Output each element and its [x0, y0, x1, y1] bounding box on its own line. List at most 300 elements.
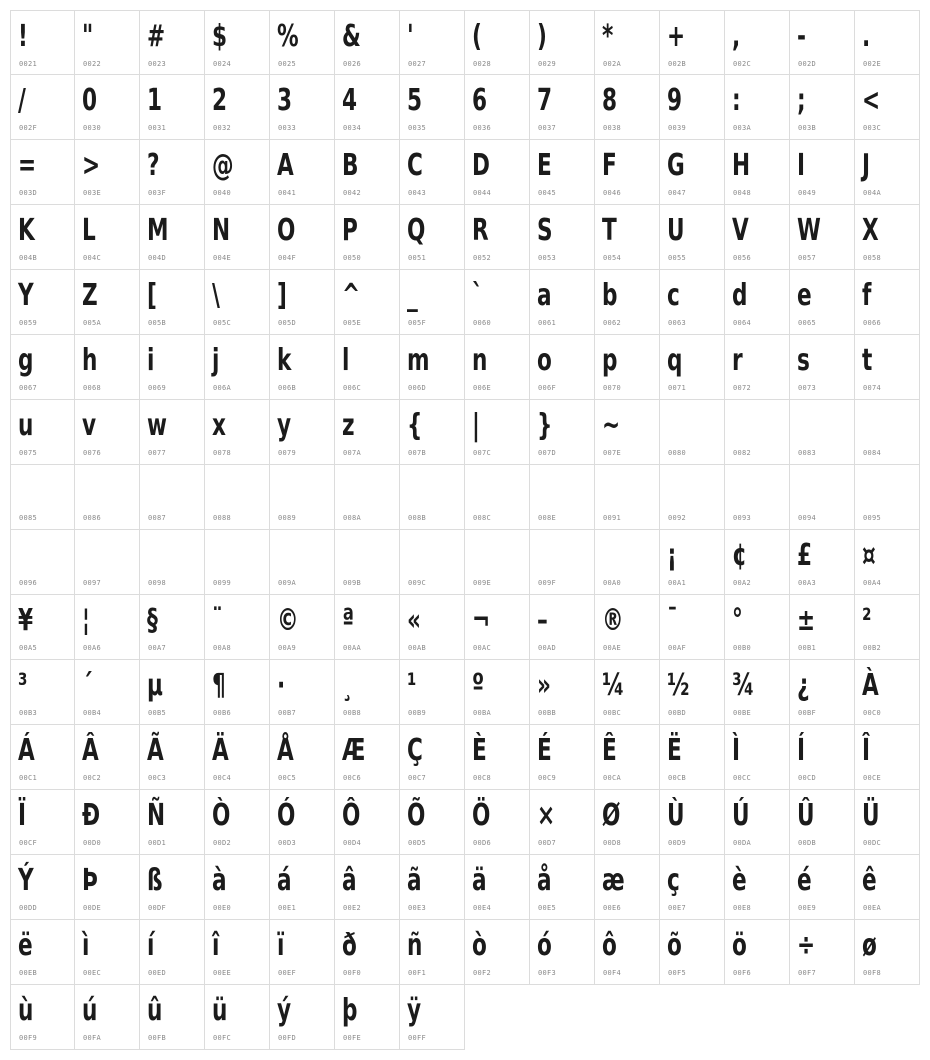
glyph-code: 00DD: [19, 904, 38, 912]
glyph-char: ì: [82, 928, 90, 963]
glyph-char: Õ: [407, 798, 426, 833]
glyph-cell: [595, 530, 660, 595]
glyph-code: 00CD: [798, 774, 817, 782]
glyph-code: 009C: [408, 579, 427, 587]
glyph-code: 0058: [863, 254, 882, 262]
glyph-char: à: [212, 863, 227, 898]
glyph-cell: [790, 400, 855, 465]
glyph-cell: [855, 855, 920, 920]
glyph-char: Æ: [342, 733, 366, 768]
glyph-cell: [140, 140, 205, 205]
glyph-char: .: [862, 19, 871, 54]
glyph-code: 0079: [278, 449, 297, 457]
glyph-char: 9: [667, 83, 683, 118]
glyph-cell: [530, 270, 595, 335]
glyph-code: 0027: [408, 60, 427, 68]
glyph-cell: [530, 790, 595, 855]
glyph-cell: [270, 920, 335, 985]
glyph-char: ã: [407, 863, 422, 898]
glyph-code: 00FC: [213, 1034, 232, 1042]
glyph-code: 00EE: [213, 969, 232, 977]
glyph-code: 00C0: [863, 709, 882, 717]
glyph-cell: [205, 465, 270, 530]
glyph-char: Ë: [667, 733, 682, 768]
glyph-cell: [10, 270, 75, 335]
glyph-char: _: [407, 278, 418, 313]
glyph-cell: [205, 855, 270, 920]
glyph-code: 00E7: [668, 904, 687, 912]
glyph-code: 0086: [83, 514, 102, 522]
glyph-char: ¼: [602, 668, 625, 703]
glyph-code: 0098: [148, 579, 167, 587]
glyph-char: Û: [797, 798, 815, 833]
glyph-char: 6: [472, 83, 488, 118]
glyph-char: +: [667, 19, 686, 54]
glyph-cell: [660, 140, 725, 205]
glyph-code: 0035: [408, 124, 427, 132]
glyph-code: 009F: [538, 579, 557, 587]
glyph-cell: [205, 725, 270, 790]
glyph-cell: [10, 790, 75, 855]
glyph-code: 003F: [148, 189, 167, 197]
glyph-char: <: [862, 83, 881, 118]
glyph-char: ¸: [342, 668, 353, 703]
glyph-cell: [270, 595, 335, 660]
glyph-cell: [790, 335, 855, 400]
glyph-cell: [335, 920, 400, 985]
glyph-code: 0073: [798, 384, 817, 392]
glyph-code: 00DB: [798, 839, 817, 847]
glyph-char: U: [667, 213, 685, 248]
glyph-cell: [140, 205, 205, 270]
glyph-code: 00CB: [668, 774, 687, 782]
glyph-code: 004A: [863, 189, 882, 197]
glyph-code: 007E: [603, 449, 622, 457]
glyph-cell: [790, 920, 855, 985]
glyph-cell: [270, 140, 335, 205]
glyph-char: $: [212, 19, 228, 54]
glyph-cell: [140, 335, 205, 400]
glyph-code: 0029: [538, 60, 557, 68]
glyph-code: 00CF: [19, 839, 38, 847]
glyph-cell: [75, 140, 140, 205]
glyph-char: X: [862, 213, 879, 248]
glyph-char: Ñ: [147, 798, 166, 833]
glyph-char: o: [537, 343, 552, 378]
glyph-code: 00FB: [148, 1034, 167, 1042]
glyph-cell: [10, 400, 75, 465]
glyph-char: H: [732, 148, 751, 183]
glyph-code: 0036: [473, 124, 492, 132]
glyph-char: (: [472, 19, 482, 54]
glyph-char: á: [277, 863, 292, 898]
glyph-char: @: [212, 148, 234, 183]
glyph-cell: [400, 335, 465, 400]
glyph-char: ¥: [18, 603, 34, 638]
glyph-code: 00D5: [408, 839, 427, 847]
glyph-cell: [595, 465, 660, 530]
glyph-code: 00B9: [408, 709, 427, 717]
glyph-char: I: [797, 148, 806, 183]
glyph-code: 00F7: [798, 969, 817, 977]
glyph-cell: [530, 855, 595, 920]
glyph-char: ÷: [797, 928, 816, 963]
glyph-cell: [140, 400, 205, 465]
glyph-code: 0034: [343, 124, 362, 132]
glyph-code: 0024: [213, 60, 232, 68]
glyph-char: 5: [407, 83, 423, 118]
glyph-code: 0046: [603, 189, 622, 197]
glyph-char: î: [212, 928, 220, 963]
glyph-code: 00E6: [603, 904, 622, 912]
glyph-code: 0050: [343, 254, 362, 262]
glyph-code: 0056: [733, 254, 752, 262]
glyph-char: Ó: [277, 798, 296, 833]
glyph-char: ï: [277, 928, 285, 963]
glyph-cell: [10, 75, 75, 140]
glyph-cell: [530, 10, 595, 75]
glyph-code: 00EF: [278, 969, 297, 977]
glyph-code: 0077: [148, 449, 167, 457]
glyph-char: Ý: [18, 863, 34, 898]
glyph-char: /: [18, 83, 26, 118]
glyph-cell: [10, 465, 75, 530]
glyph-code: 0092: [668, 514, 687, 522]
glyph-cell: [595, 920, 660, 985]
glyph-cell: [205, 595, 270, 660]
glyph-code: 00C7: [408, 774, 427, 782]
glyph-code: 0049: [798, 189, 817, 197]
glyph-cell: [270, 790, 335, 855]
glyph-code: 00EC: [83, 969, 102, 977]
glyph-char: R: [472, 213, 489, 248]
glyph-cell: [725, 140, 790, 205]
glyph-cell: [10, 335, 75, 400]
glyph-char: Â: [82, 733, 99, 768]
glyph-char: ø: [862, 928, 877, 963]
glyph-code: 00DC: [863, 839, 882, 847]
glyph-cell: [790, 75, 855, 140]
glyph-char: B: [342, 148, 359, 183]
glyph-char: ú: [82, 993, 98, 1028]
glyph-code: 00EB: [19, 969, 38, 977]
glyph-char: Ü: [862, 798, 880, 833]
glyph-cell: [75, 335, 140, 400]
glyph-code: 006C: [343, 384, 362, 392]
glyph-code: 0048: [733, 189, 752, 197]
glyph-cell: [660, 270, 725, 335]
glyph-cell: [660, 595, 725, 660]
glyph-code: 00B1: [798, 644, 817, 652]
glyph-code: 006D: [408, 384, 427, 392]
glyph-code: 00A2: [733, 579, 752, 587]
glyph-code: 00E8: [733, 904, 752, 912]
glyph-cell: [400, 400, 465, 465]
glyph-code: 007D: [538, 449, 557, 457]
glyph-code: 008C: [473, 514, 492, 522]
glyph-cell: [530, 725, 595, 790]
glyph-cell: [595, 75, 660, 140]
glyph-char: N: [212, 213, 231, 248]
glyph-char: ó: [537, 928, 552, 963]
glyph-cell: [205, 985, 270, 1050]
glyph-cell: [205, 335, 270, 400]
glyph-cell: [660, 10, 725, 75]
glyph-cell: [400, 465, 465, 530]
glyph-code: 00A3: [798, 579, 817, 587]
glyph-cell: [855, 140, 920, 205]
glyph-char: ¹: [407, 668, 417, 703]
glyph-char: ¾: [732, 668, 755, 703]
glyph-cell: [205, 530, 270, 595]
glyph-cell: [855, 530, 920, 595]
glyph-code: 0042: [343, 189, 362, 197]
glyph-char: Í: [797, 733, 806, 768]
glyph-char: ñ: [407, 928, 423, 963]
glyph-char: °: [732, 603, 743, 638]
glyph-code: 0071: [668, 384, 687, 392]
glyph-cell: [205, 920, 270, 985]
glyph-cell: [400, 10, 465, 75]
glyph-cell: [400, 140, 465, 205]
glyph-char: !: [18, 19, 28, 54]
glyph-cell: [140, 10, 205, 75]
glyph-char: -: [797, 19, 806, 54]
glyph-code: 0089: [278, 514, 297, 522]
glyph-char: ª: [342, 603, 355, 638]
glyph-cell: [270, 75, 335, 140]
glyph-code: 0033: [278, 124, 297, 132]
glyph-cell: [465, 530, 530, 595]
glyph-char: Q: [407, 213, 426, 248]
glyph-code: 00AF: [668, 644, 687, 652]
glyph-cell: [140, 855, 205, 920]
glyph-cell: [10, 725, 75, 790]
glyph-code: 004B: [19, 254, 38, 262]
glyph-cell: [270, 855, 335, 920]
glyph-code: 009E: [473, 579, 492, 587]
glyph-code: 00B5: [148, 709, 167, 717]
glyph-char: ¤: [862, 538, 876, 573]
glyph-cell: [400, 595, 465, 660]
glyph-code: 006B: [278, 384, 297, 392]
glyph-char: m: [407, 343, 430, 378]
glyph-code: 0068: [83, 384, 102, 392]
glyph-code: 00C9: [538, 774, 557, 782]
glyph-char: ": [82, 19, 94, 54]
glyph-cell: [725, 725, 790, 790]
glyph-cell: [855, 205, 920, 270]
glyph-code: 00D6: [473, 839, 492, 847]
glyph-code: 00F3: [538, 969, 557, 977]
glyph-code: 0045: [538, 189, 557, 197]
glyph-code: 0026: [343, 60, 362, 68]
glyph-code: 00E1: [278, 904, 297, 912]
glyph-char: –: [537, 603, 548, 638]
glyph-code: 00F1: [408, 969, 427, 977]
glyph-code: 0087: [148, 514, 167, 522]
glyph-char: 3: [277, 83, 293, 118]
glyph-char: [: [147, 278, 157, 313]
glyph-code: 006E: [473, 384, 492, 392]
glyph-cell: [465, 660, 530, 725]
glyph-char: Ð: [82, 798, 101, 833]
glyph-cell: [595, 205, 660, 270]
glyph-cell: [725, 75, 790, 140]
glyph-cell: [595, 660, 660, 725]
glyph-code: 0060: [473, 319, 492, 327]
glyph-char: ö: [732, 928, 747, 963]
glyph-cell: [10, 530, 75, 595]
glyph-char: p: [602, 343, 618, 378]
glyph-code: 003A: [733, 124, 752, 132]
glyph-cell: [530, 400, 595, 465]
glyph-code: 002A: [603, 60, 622, 68]
glyph-code: 00C6: [343, 774, 362, 782]
glyph-code: 00B0: [733, 644, 752, 652]
glyph-cell: [855, 335, 920, 400]
glyph-cell: [140, 270, 205, 335]
glyph-cell: [335, 530, 400, 595]
glyph-char: e: [797, 278, 812, 313]
glyph-cell: [595, 140, 660, 205]
glyph-char: ': [407, 19, 414, 54]
glyph-code: 0047: [668, 189, 687, 197]
glyph-cell: [75, 725, 140, 790]
glyph-code: 00D1: [148, 839, 167, 847]
glyph-code: 00C2: [83, 774, 102, 782]
glyph-cell: [140, 465, 205, 530]
glyph-char: 8: [602, 83, 618, 118]
glyph-char: g: [18, 343, 34, 378]
glyph-cell: [335, 985, 400, 1050]
glyph-cell: [725, 205, 790, 270]
glyph-cell: [400, 205, 465, 270]
glyph-char: M: [147, 213, 169, 248]
glyph-code: 002B: [668, 60, 687, 68]
glyph-code: 00F5: [668, 969, 687, 977]
glyph-char: Ö: [472, 798, 491, 833]
glyph-cell: [270, 465, 335, 530]
glyph-char: J: [862, 148, 871, 183]
glyph-char: r: [732, 343, 743, 378]
glyph-cell: [595, 400, 660, 465]
glyph-char: C: [407, 148, 423, 183]
glyph-char: q: [667, 343, 683, 378]
glyph-code: 00D4: [343, 839, 362, 847]
glyph-code: 0039: [668, 124, 687, 132]
glyph-char: ¯: [667, 603, 678, 638]
glyph-cell: [335, 10, 400, 75]
glyph-cell: [660, 920, 725, 985]
glyph-cell: [400, 660, 465, 725]
glyph-code: 00A8: [213, 644, 232, 652]
glyph-char: Å: [277, 733, 294, 768]
glyph-cell: [10, 985, 75, 1050]
glyph-code: 0055: [668, 254, 687, 262]
glyph-cell: [465, 725, 530, 790]
glyph-cell: [855, 790, 920, 855]
glyph-char: ®: [602, 603, 624, 638]
glyph-cell: [335, 75, 400, 140]
glyph-code: 0041: [278, 189, 297, 197]
glyph-cell: [140, 660, 205, 725]
glyph-code: 00B7: [278, 709, 297, 717]
glyph-char: a: [537, 278, 552, 313]
glyph-code: 00C4: [213, 774, 232, 782]
glyph-char: Ï: [18, 798, 27, 833]
glyph-code: 00D7: [538, 839, 557, 847]
glyph-cell: [205, 140, 270, 205]
glyph-cell: [530, 920, 595, 985]
glyph-code: 005B: [148, 319, 167, 327]
glyph-code: 002E: [863, 60, 882, 68]
glyph-cell: [790, 270, 855, 335]
glyph-char: ±: [797, 603, 816, 638]
glyph-code: 00A9: [278, 644, 297, 652]
glyph-char: â: [342, 863, 357, 898]
glyph-code: 007C: [473, 449, 492, 457]
glyph-cell: [400, 985, 465, 1050]
glyph-char: Ø: [602, 798, 621, 833]
glyph-cell: [335, 400, 400, 465]
glyph-cell: [465, 335, 530, 400]
glyph-code: 00CC: [733, 774, 752, 782]
glyph-char: V: [732, 213, 749, 248]
glyph-code: 0064: [733, 319, 752, 327]
glyph-code: 00F2: [473, 969, 492, 977]
glyph-char: =: [18, 148, 37, 183]
glyph-code: 005C: [213, 319, 232, 327]
glyph-char: Ú: [732, 798, 750, 833]
glyph-char: ×: [537, 798, 556, 833]
glyph-char: s: [797, 343, 810, 378]
glyph-cell: [595, 335, 660, 400]
glyph-char: ´: [82, 668, 93, 703]
glyph-char: ÿ: [407, 993, 422, 1028]
glyph-code: 0037: [538, 124, 557, 132]
glyph-cell: [595, 855, 660, 920]
glyph-cell: [855, 465, 920, 530]
glyph-char: ¬: [472, 603, 491, 638]
glyph-char: n: [472, 343, 488, 378]
glyph-code: 00F0: [343, 969, 362, 977]
glyph-char: \: [212, 278, 220, 313]
glyph-code: 0099: [213, 579, 232, 587]
glyph-code: 0091: [603, 514, 622, 522]
glyph-cell: [790, 140, 855, 205]
glyph-code: 002C: [733, 60, 752, 68]
glyph-code: 0057: [798, 254, 817, 262]
glyph-cell: [270, 725, 335, 790]
glyph-code: 00B2: [863, 644, 882, 652]
glyph-char: ô: [602, 928, 617, 963]
glyph-char: Ù: [667, 798, 685, 833]
glyph-cell: [270, 270, 335, 335]
glyph-cell: [725, 465, 790, 530]
glyph-char: ©: [277, 603, 299, 638]
glyph-cell: [205, 660, 270, 725]
glyph-char: è: [732, 863, 747, 898]
glyph-code: 00BA: [473, 709, 492, 717]
glyph-char: µ: [147, 668, 163, 703]
glyph-cell: [75, 660, 140, 725]
glyph-cell: [400, 790, 465, 855]
glyph-cell: [400, 920, 465, 985]
glyph-code: 0067: [19, 384, 38, 392]
glyph-char: Y: [18, 278, 34, 313]
glyph-code: 00A7: [148, 644, 167, 652]
